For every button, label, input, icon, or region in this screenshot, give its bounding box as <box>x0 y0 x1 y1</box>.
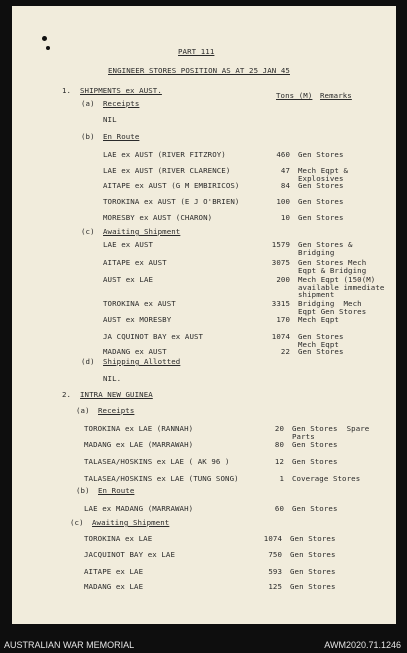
row-description: LAE ex MADANG (MARRAWAH) <box>84 504 194 513</box>
row-remarks: Gen Stores & Bridging <box>298 240 353 257</box>
row-description: LAE ex AUST (RIVER FITZROY) <box>103 150 226 159</box>
document-title: ENGINEER STORES POSITION AS AT 25 JAN 45 <box>108 66 290 75</box>
subsection-letter: (d) <box>81 357 95 366</box>
row-description: TOROKINA ex AUST (E J O'BRIEN) <box>103 197 240 206</box>
punch-hole <box>42 36 47 41</box>
row-remarks: Bridging Mech Eqpt Gen Stores <box>298 299 367 316</box>
subsection-letter: (c) <box>81 227 95 236</box>
footer-credit: AUSTRALIAN WAR MEMORIAL <box>4 640 135 650</box>
row-remarks: Gen Stores <box>290 550 336 559</box>
row-description: MORESBY ex AUST (CHARON) <box>103 213 213 222</box>
row-remarks: Gen Stores Mech Eqpt <box>298 332 344 349</box>
subsection-label: En Route <box>103 132 140 141</box>
row-tons: 80 <box>274 440 284 449</box>
row-description: TALASEA/HOSKINS ex LAE (TUNG SONG) <box>84 474 239 483</box>
row-description: LAE ex AUST <box>103 240 154 249</box>
row-remarks: Gen Stores <box>292 440 338 449</box>
row-remarks: Coverage Stores <box>292 474 361 483</box>
row-description: TOROKINA ex LAE (RANNAH) <box>84 424 194 433</box>
remarks-column-header: Remarks <box>320 91 352 100</box>
row-tons: 3075 <box>271 258 290 267</box>
row-tons: 22 <box>280 347 290 356</box>
row-tons: 1579 <box>271 240 290 249</box>
row-description: LAE ex AUST (RIVER CLARENCE) <box>103 166 231 175</box>
row-remarks: Gen Stores <box>290 582 336 591</box>
row-tons: 84 <box>280 181 290 190</box>
row-description: JA CQUINOT BAY ex AUST <box>103 332 204 341</box>
row-tons: 1074 <box>271 332 290 341</box>
footer-accession-number: AWM2020.71.1246 <box>324 640 401 650</box>
row-tons: 12 <box>274 457 284 466</box>
row-description: JACQUINOT BAY ex LAE <box>84 550 175 559</box>
row-tons: 3315 <box>271 299 290 308</box>
row-tons: 47 <box>280 166 290 175</box>
row-tons: 10 <box>280 213 290 222</box>
row-description: MADANG ex LAE (MARRAWAH) <box>84 440 194 449</box>
row-remarks: Gen Stores <box>290 534 336 543</box>
part-heading: PART 111 <box>178 47 215 56</box>
section-number: 2. <box>62 390 72 399</box>
row-remarks: Gen Stores <box>298 347 344 356</box>
row-remarks: Gen Stores Mech Eqpt & Bridging <box>298 258 367 275</box>
subsection-label: Receipts <box>98 406 135 415</box>
row-tons: 460 <box>276 150 290 159</box>
row-tons: 20 <box>274 424 284 433</box>
subsection-letter: (b) <box>81 132 95 141</box>
row-remarks: Gen Stores <box>290 567 336 576</box>
row-description: AITAPE ex LAE <box>84 567 144 576</box>
row-remarks: Gen Stores <box>298 197 344 206</box>
subsection-letter: (a) <box>81 99 95 108</box>
row-description: AITAPE ex AUST (G M EMBIRICOS) <box>103 181 240 190</box>
row-tons: 593 <box>268 567 282 576</box>
row-remarks: Gen Stores Spare Parts <box>292 424 370 441</box>
subsection-label: Receipts <box>103 99 140 108</box>
section-number: 1. <box>62 86 72 95</box>
tons-column-header: Tons (M) <box>276 91 313 100</box>
row-description: AUST ex MORESBY <box>103 315 172 324</box>
subsection-label: En Route <box>98 486 135 495</box>
row-description: AUST ex LAE <box>103 275 154 284</box>
row-tons: 125 <box>268 582 282 591</box>
row-tons: 170 <box>276 315 290 324</box>
row-remarks: Mech Eqpt (150(M) available immediate shipment <box>298 275 385 300</box>
row-tons: 60 <box>274 504 284 513</box>
subsection-label: Awaiting Shipment <box>92 518 170 527</box>
row-remarks: Gen Stores <box>292 457 338 466</box>
subsection-label: Shipping Allotted <box>103 357 181 366</box>
punch-hole <box>46 46 50 50</box>
row-tons: 750 <box>268 550 282 559</box>
row-tons: 1 <box>279 474 284 483</box>
row-remarks: Mech Eqpt & Explosives <box>298 166 349 183</box>
section-title: INTRA NEW GUINEA <box>80 390 153 399</box>
section-title: SHIPMENTS ex AUST. <box>80 86 162 95</box>
subsection-letter: (c) <box>70 518 84 527</box>
subsection-letter: (a) <box>76 406 90 415</box>
subsection-letter: (b) <box>76 486 90 495</box>
nil-value: NIL. <box>103 374 122 383</box>
row-description: AITAPE ex AUST <box>103 258 167 267</box>
row-description: MADANG ex AUST <box>103 347 167 356</box>
subsection-label: Awaiting Shipment <box>103 227 181 236</box>
row-tons: 1074 <box>263 534 282 543</box>
row-remarks: Gen Stores <box>298 181 344 190</box>
row-description: MADANG ex LAE <box>84 582 144 591</box>
row-tons: 200 <box>276 275 290 284</box>
row-remarks: Gen Stores <box>292 504 338 513</box>
row-tons: 100 <box>276 197 290 206</box>
row-description: TOROKINA ex LAE <box>84 534 153 543</box>
row-remarks: Gen Stores <box>298 150 344 159</box>
nil-value: NIL <box>103 115 117 124</box>
row-remarks: Gen Stores <box>298 213 344 222</box>
row-description: TOROKINA ex AUST <box>103 299 176 308</box>
row-remarks: Mech Eqpt <box>298 315 339 324</box>
row-description: TALASEA/HOSKINS ex LAE ( AK 96 ) <box>84 457 230 466</box>
